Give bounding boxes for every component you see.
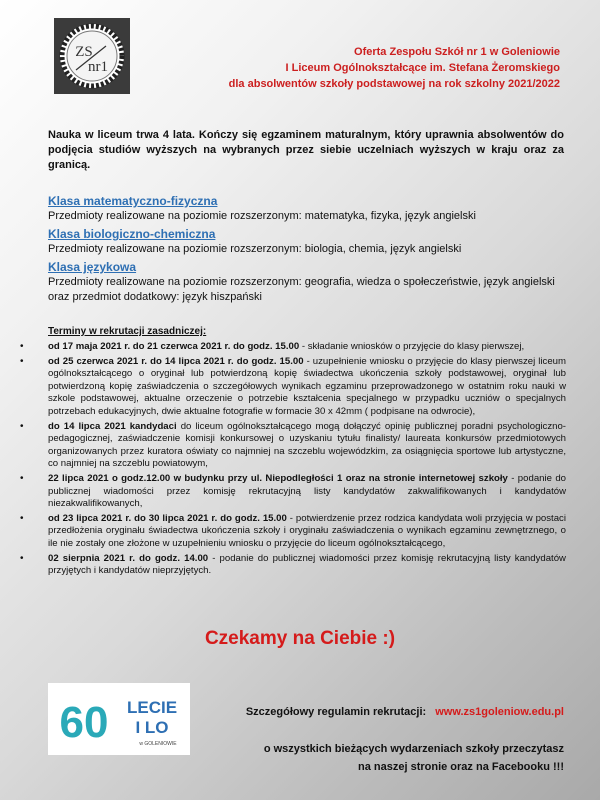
class-description: Przedmioty realizowane na poziomie rozszerzonym: geografia, wiedza o społeczeństwie, język angielski oraz przedmiot dodatkowy: język hiszpański [48,276,555,303]
term-date: 22 lipca 2021 o godz.12.00 w budynku przy ul. Niepodległości 1 oraz na stronie internetowej szkoły [48,472,508,484]
header-line-1: Oferta Zespołu Szkół nr 1 w Goleniowie [354,46,560,58]
class-description: Przedmioty realizowane na poziomie rozszerzonym: biologia, chemia, język angielski [48,243,462,255]
footer-line-2: na naszej stronie oraz na Facebooku !!! [358,761,564,773]
class-block [48,226,564,257]
bullet-icon: • [20,355,24,367]
regulations-line [246,706,564,718]
slogan: Czekamy na Ciebie :) [204,628,396,649]
logo-word-2: I LO [135,718,169,737]
logo-big-number: 60 [59,698,109,747]
list-item [20,420,566,471]
bullet-icon: • [20,472,24,484]
footer-line-1: o wszystkich bieżących wydarzeniach szkoły przeczytasz [263,743,564,755]
header [200,44,560,92]
logo-text-top: ZS [75,44,93,60]
term-text: - potwierdzenie przez rodzica kandydata woli przyjęcia w postaci przedłożenia oryginału świadectwa ukończenia szkoły i oryginału zaświadczenia o wynikach egzaminu zewnętrznego, o ile nie zostały one złożone w uzupełnieniu wniosku o przyjęcie do liceum ogólnokształcącego, [48,512,566,549]
header-line-2: I Liceum Ogólnokształcące im. Stefana Żeromskiego [285,62,560,74]
term-text: - składanie wniosków o przyjęcie do klasy pierwszej, [299,341,525,352]
list-item [20,355,566,419]
header-line-3: dla absolwentów szkoły podstawowej na rok szkolny 2021/2022 [228,78,560,90]
class-title: Klasa matematyczno-fizyczna [48,194,218,208]
logo-text-bottom: nr1 [88,59,108,75]
term-date: od 17 maja 2021 r. do 21 czerwca 2021 r. do godz. 15.00 [48,341,300,352]
term-text: do liceum ogólnokształcącego mogą dołączyć opinię publicznej poradni psychologiczno-pedagogicznej, zaświadczenie komisji konkursowej o uzyskaniu tytułu finalisty/ laureata konkursów przedmiotowych organizowanych przez kuratora oświaty co najmniej na szczeblu wojewódzkim, za osiągnięcia sportowe lub artystyczne, co najmniej na szczeblu powiatowym, [48,420,566,470]
term-date: do 14 lipca 2021 kandydaci [48,420,177,432]
class-block [48,259,564,305]
list-item [20,512,566,551]
bullet-icon: • [20,420,24,432]
bullet-icon: • [20,512,24,524]
class-title: Klasa biologiczno-chemiczna [48,227,216,241]
term-text: - podanie do publicznej wiadomości przez komisję rekrutacyjną listy kandydatów zakwalifikowanych i kandydatów niezakwalifikowanych, [48,472,566,510]
logo-sub: w GOLENIOWIE [139,741,177,747]
term-text: - podanie do publicznej wiadomości przez komisję rekrutacyjną listy kandydatów przyjętych i kandydatów nieprzyjętych. [48,552,566,577]
anniversary-logo [48,683,190,755]
bullet-icon: • [20,341,24,352]
school-logo [54,18,130,94]
list-item [20,552,566,578]
term-date: 02 sierpnia 2021 r. do godz. 14.00 [48,552,209,564]
class-description: Przedmioty realizowane na poziomie rozszerzonym: matematyka, fizyka, język angielski [48,210,476,222]
terms-heading: Terminy w rekrutacji zasadniczej: [48,326,207,337]
list-item [20,341,566,354]
list-item [20,472,566,511]
class-block [48,193,564,224]
term-text: - uzupełnienie wniosku o przyjęcie do klasy pierwszej liceum ogólnokształcącego o oryginał lub potwierdzoną kopię świadectwa ukończenia szkoły podstawowej, oryginał lub potwierdzoną kopię zaświadczenia o szczegółowych wynikach egzaminu przeprowadzonego w ostatnim roku nauki w szkole podstawowej, aktualne orzeczenie o potrzebie kształcenia specjalnego w przypadku uczniów o specjalnych potrzebach edukacyjnych, dwie aktualne fotografie w formacie 30 x 42mm ( podpisane na odwrocie), [48,355,566,417]
class-title: Klasa językowa [48,260,137,274]
school-website-link[interactable]: www.zs1goleniow.edu.pl [435,706,564,718]
term-date: od 25 czerwca 2021 r. do 14 lipca 2021 r. do godz. 15.00 [48,355,304,367]
intro-paragraph: Nauka w liceum trwa 4 lata. Kończy się egzaminem maturalnym, który uprawnia absolwentów do podjęcia studiów wyższych na wybranych przez siebie uczelniach wyższych w kraju oraz za granicą. [48,129,564,171]
regulations-label: Szczegółowy regulamin rekrutacji: [245,706,427,718]
terms-list [20,341,566,580]
term-date: od 23 lipca 2021 r. do 30 lipca 2021 r. do godz. 15.00 [48,512,287,524]
logo-word-1: LECIE [126,698,178,717]
class-list [48,193,564,307]
bullet-icon: • [20,552,24,564]
footer-note [204,740,564,776]
